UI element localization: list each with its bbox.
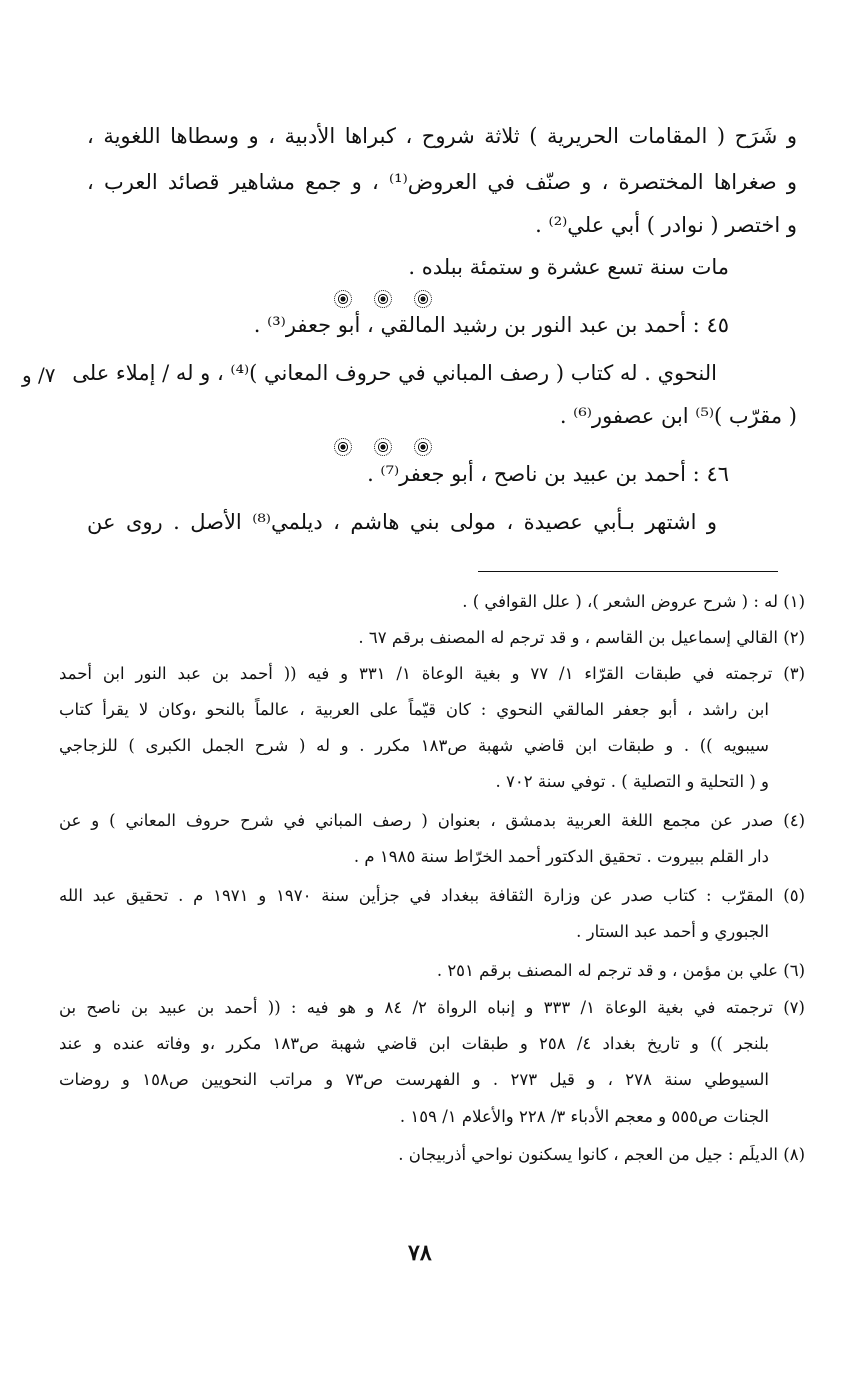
ornament-icon xyxy=(416,440,430,454)
footnote-line: السيوطي سنة ٢٧٨ ، و قيل ٢٧٣ . و الفهرست ص٧٣ و مراتب النحويين ص١٥٨ و روضات xyxy=(59,1070,770,1089)
footnote-line: دار القلم ببيروت . تحقيق الدكتور أحمد الخرّاط سنة ١٩٨٥ م . xyxy=(353,847,769,866)
main-line: و شَرَح ( المقامات الحريرية ) ثلاثة شروح ، كبراها الأدبية ، و وسطاها اللغوية ، xyxy=(87,124,797,148)
ornament-icon xyxy=(336,440,350,454)
footnote-line: (٧) ترجمته في بغية الوعاة ١/ ٣٣٣ و إنباه الرواة ٢/ ٨٤ و هو فيه : (( أحمد بن عبيد بن ناصح بن xyxy=(59,998,805,1017)
section-divider xyxy=(336,440,430,454)
footnote-separator xyxy=(478,571,778,572)
footnote-line: سيبويه )) . و طبقات ابن قاضي شهبة ص١٨٣ مكرر . و له ( شرح الجمل الكبرى ) للزجاجي xyxy=(59,736,769,755)
main-line: و اشتهر بـأبي عصيدة ، مولى بني هاشم ، ديلمي⁽⁸⁾ الأصل . روى عن xyxy=(87,510,717,534)
page-number: ٧٨ xyxy=(408,1240,432,1266)
footnote-line: (٥) المقرّب : كتاب صدر عن وزارة الثقافة ببغداد في جزأين سنة ١٩٧٠ و ١٩٧١ م . تحقيق عبد الله xyxy=(59,886,805,905)
entry-heading: ٤٦ : أحمد بن عبيد بن ناصح ، أبو جعفر⁽⁷⁾ . xyxy=(367,462,729,486)
footnote-line: بلنجر )) و تاريخ بغداد ٤/ ٢٥٨ و طبقات ابن قاضي شهبة ص١٨٣ مكرر ،و وفاته عنده و عند xyxy=(59,1034,769,1053)
footnote-line: (١) له : ( شرح عروض الشعر )، ( علل القوافي ) . xyxy=(462,592,805,611)
footnote-line: ابن راشد ، أبو جعفر المالقي النحوي : كان قيّماً على العربية ، عالماً بالنحو ،وكان لا يقرأ كتاب xyxy=(59,700,769,719)
manuscript-folio-note: ٧/ و xyxy=(22,363,56,387)
footnote-line: (٢) القالي إسماعيل بن القاسم ، و قد ترجم له المصنف برقم ٦٧ . xyxy=(358,628,805,647)
footnote-line: (٣) ترجمته في طبقات القرّاء ١/ ٧٧ و بغية الوعاة ١/ ٣٣١ و فيه (( أحمد بن عبد النور ابن أحمد xyxy=(59,664,805,683)
footnote-line: (٨) الديلَم : جيل من العجم ، كانوا يسكنون نواحي أذربيجان . xyxy=(398,1145,805,1164)
ornament-icon xyxy=(336,292,350,306)
footnote-line: و ( التحلية و التصلية ) . توفي سنة ٧٠٢ . xyxy=(495,772,769,791)
main-line: مات سنة تسع عشرة و ستمئة ببلده . xyxy=(408,255,729,279)
ornament-icon xyxy=(376,440,390,454)
footnote-line: (٤) صدر عن مجمع اللغة العربية بدمشق ، بعنوان ( رصف المباني في شرح حروف المعاني ) و عن xyxy=(59,811,805,830)
section-divider xyxy=(336,292,430,306)
ornament-icon xyxy=(376,292,390,306)
main-line: و صغراها المختصرة ، و صنّف في العروض⁽¹⁾ ، و جمع مشاهير قصائد العرب ، xyxy=(87,170,797,194)
footnote-line: الجبوري و أحمد عبد الستار . xyxy=(576,922,769,941)
entry-heading: ٤٥ : أحمد بن عبد النور بن رشيد المالقي ، أبو جعفر⁽³⁾ . xyxy=(253,313,729,337)
main-line: و اختصر ( نوادر ) أبي علي⁽²⁾ . xyxy=(535,213,797,237)
footnote-line: الجنات ص٥٥٥ و معجم الأدباء ٣/ ٢٢٨ والأعلام ١/ ١٥٩ . xyxy=(399,1107,769,1126)
ornament-icon xyxy=(416,292,430,306)
main-line: النحوي . له كتاب ( رصف المباني في حروف المعاني )⁽⁴⁾ ، و له / إملاء على xyxy=(72,361,717,385)
main-line: ( مقرّب )⁽⁵⁾ ابن عصفور⁽⁶⁾ . xyxy=(559,404,797,428)
footnote-line: (٦) علي بن مؤمن ، و قد ترجم له المصنف برقم ٢٥١ . xyxy=(436,961,805,980)
